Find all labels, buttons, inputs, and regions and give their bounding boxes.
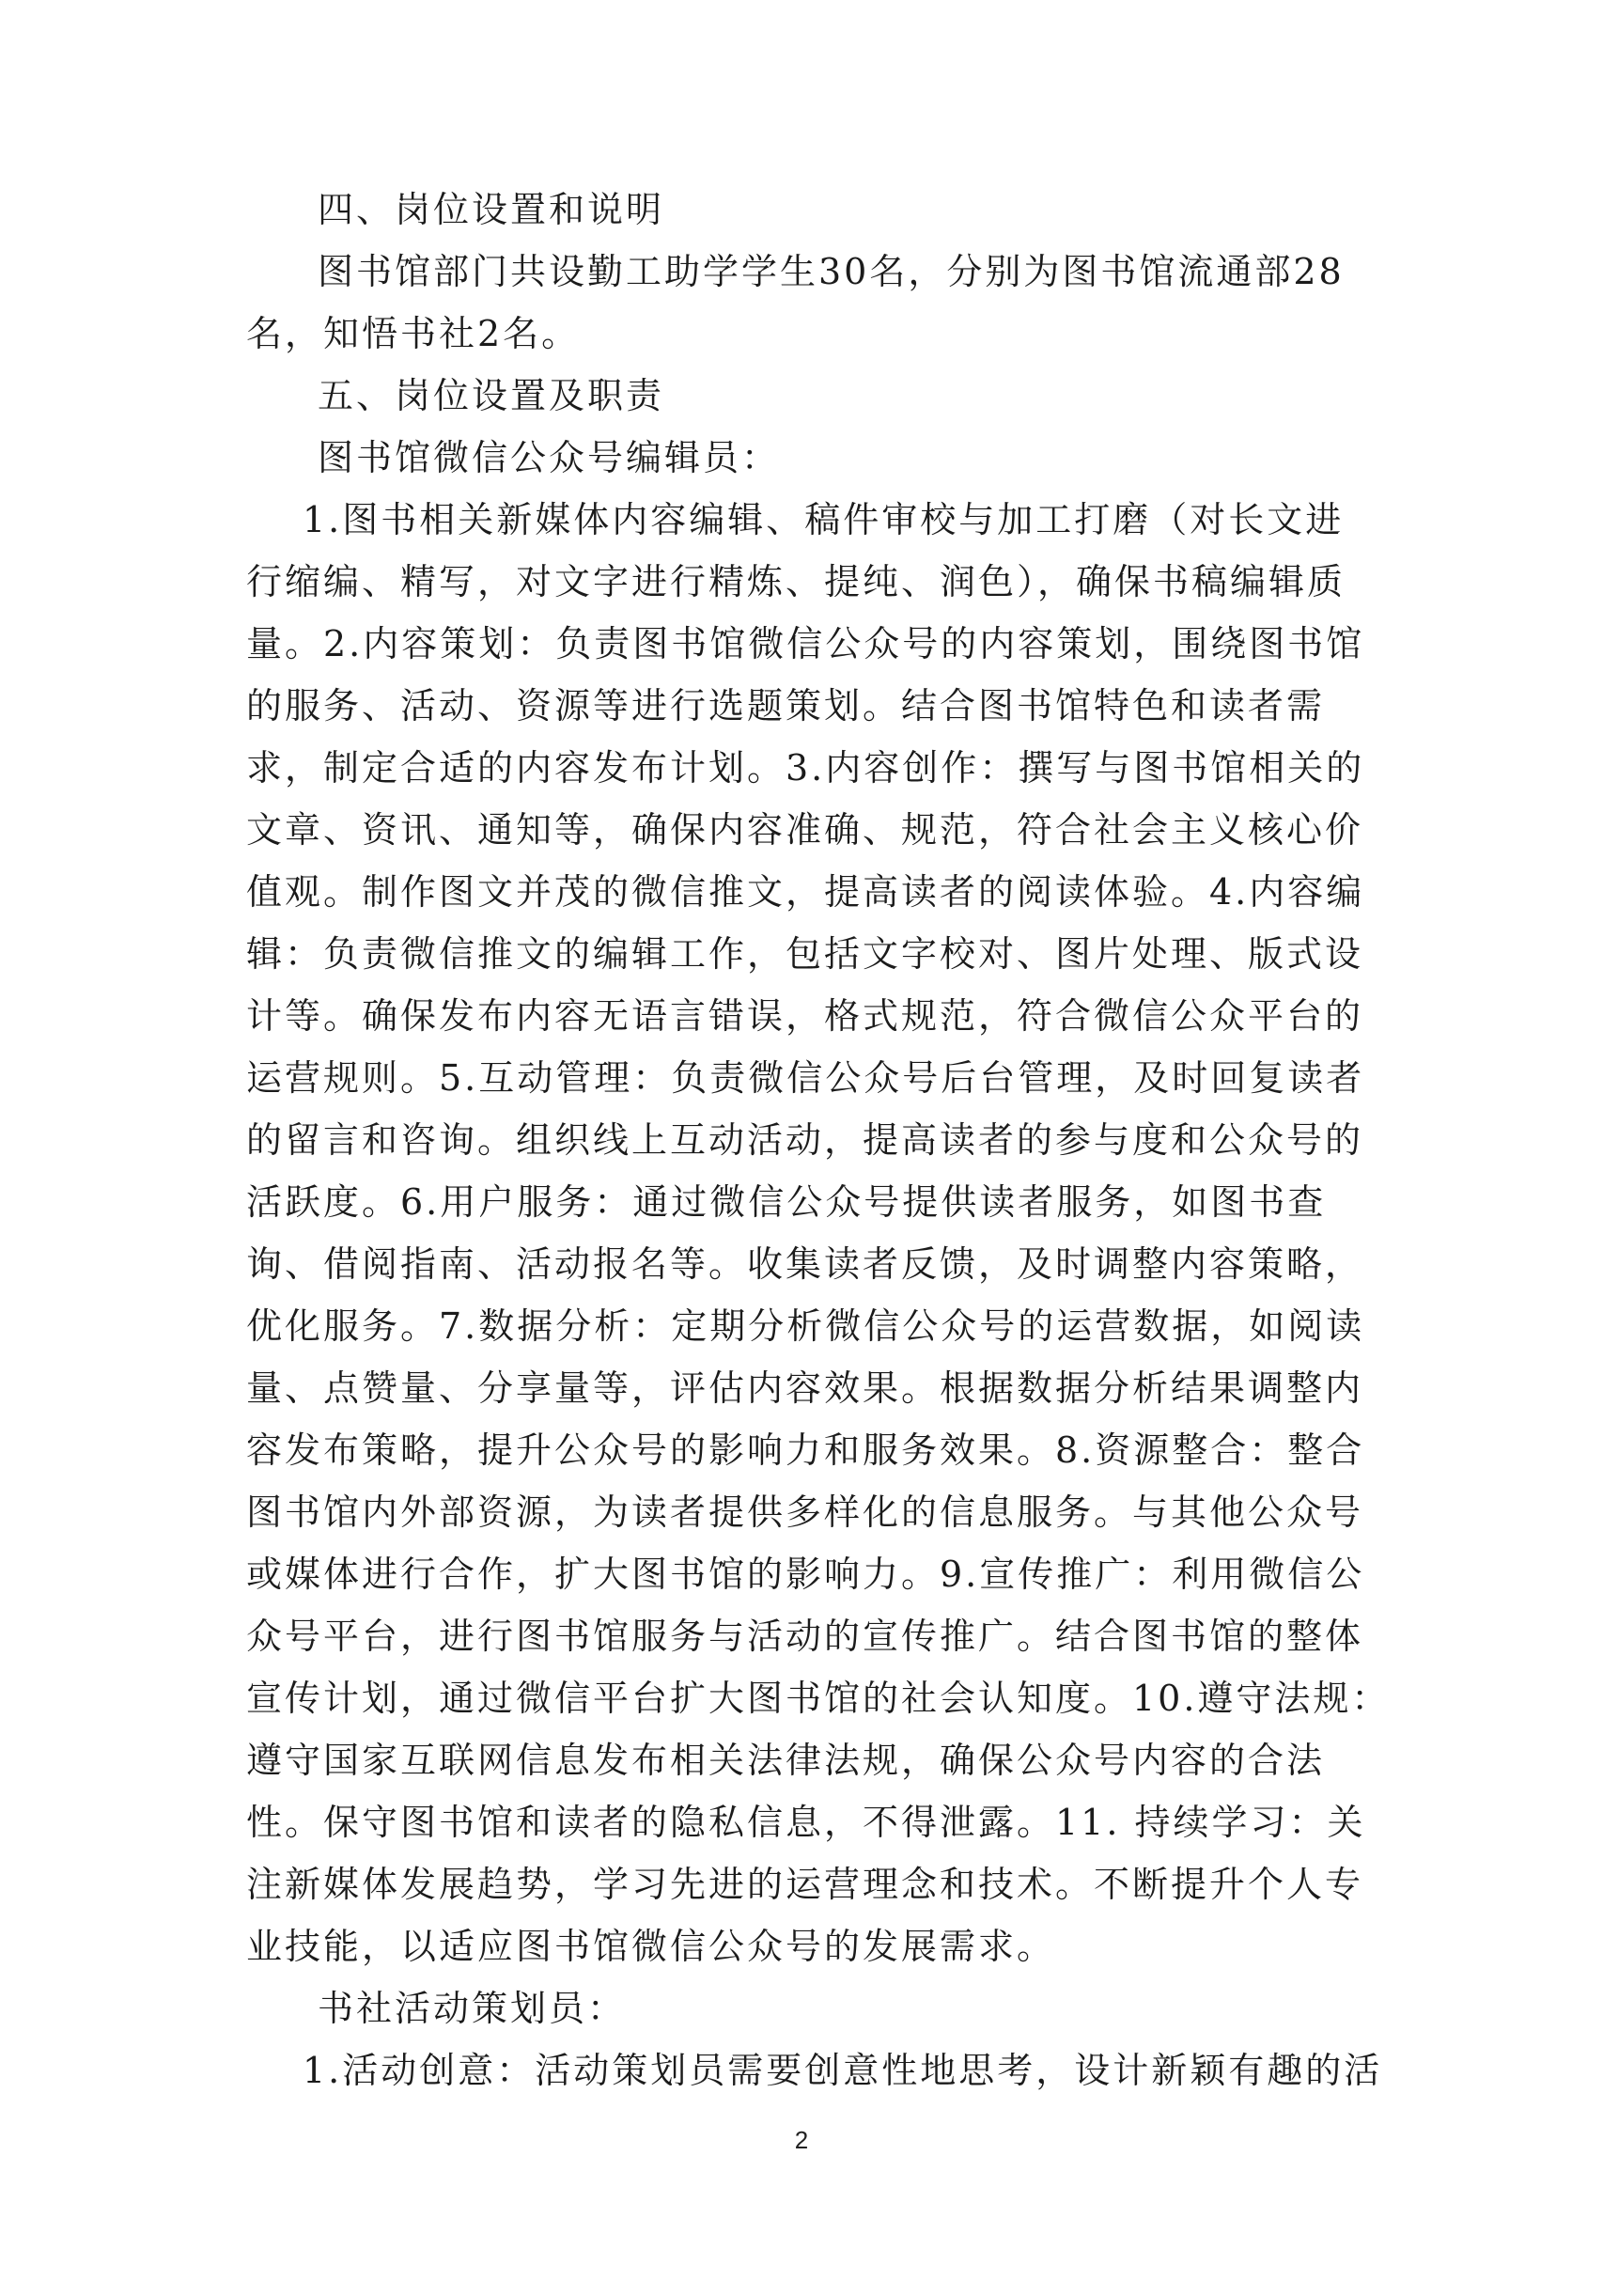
paragraph-line: 优化服务。7.数据分析：定期分析微信公众号的运营数据，如阅读 (246, 1305, 1365, 1347)
paragraph-line: 值观。制作图文并茂的微信推文，提高读者的阅读体验。4.内容编 (246, 871, 1365, 913)
paragraph-line: 行缩编、精写，对文字进行精炼、提纯、润色），确保书稿编辑质 (246, 561, 1346, 602)
paragraph-line: 或媒体进行合作，扩大图书馆的影响力。9.宣传推广：利用微信公 (246, 1554, 1365, 1595)
section-heading-5: 五、岗位设置及职责 (318, 375, 665, 416)
paragraph-line: 1.图书相关新媒体内容编辑、稿件审校与加工打磨（对长文进 (303, 499, 1345, 540)
paragraph-line: 图书馆内外部资源，为读者提供多样化的信息服务。与其他公众号 (246, 1492, 1364, 1533)
paragraph-line: 业技能，以适应图书馆微信公众号的发展需求。 (246, 1926, 1056, 1967)
subheading-wechat-editor: 图书馆微信公众号编辑员： (318, 437, 781, 478)
paragraph-line: 求，制定合适的内容发布计划。3.内容创作：撰写与图书馆相关的 (246, 747, 1365, 789)
paragraph-line: 量、点赞量、分享量等，评估内容效果。根据数据分析结果调整内 (246, 1367, 1364, 1409)
paragraph-line: 名，知悟书社2名。 (246, 313, 581, 354)
paragraph-line: 辑：负责微信推文的编辑工作，包括文字校对、图片处理、版式设 (246, 933, 1364, 975)
paragraph-line: 遵守国家互联网信息发布相关法律法规，确保公众号内容的合法 (246, 1740, 1326, 1781)
paragraph-line: 宣传计划，通过微信平台扩大图书馆的社会认知度。10.遵守法规： (246, 1678, 1391, 1719)
paragraph-line: 文章、资讯、通知等，确保内容准确、规范，符合社会主义核心价 (246, 809, 1364, 851)
paragraph-line: 的服务、活动、资源等进行选题策划。结合图书馆特色和读者需 (246, 685, 1326, 726)
paragraph-line: 的留言和咨询。组织线上互动活动，提高读者的参与度和公众号的 (246, 1119, 1364, 1161)
subheading-club-planner: 书社活动策划员： (318, 1988, 627, 2029)
page-number: 2 (794, 2126, 809, 2154)
section-heading-4: 四、岗位设置和说明 (318, 189, 665, 230)
paragraph-line: 询、借阅指南、活动报名等。收集读者反馈，及时调整内容策略， (246, 1243, 1364, 1285)
paragraph-line: 性。保守图书馆和读者的隐私信息，不得泄露。11. 持续学习：关 (246, 1802, 1366, 1843)
paragraph-line: 1.活动创意：活动策划员需要创意性地思考，设计新颖有趣的活 (303, 2050, 1383, 2091)
paragraph-line: 计等。确保发布内容无语言错误，格式规范，符合微信公众平台的 (246, 995, 1364, 1037)
paragraph-line: 众号平台，进行图书馆服务与活动的宣传推广。结合图书馆的整体 (246, 1616, 1364, 1657)
paragraph-line: 运营规则。5.互动管理：负责微信公众号后台管理，及时回复读者 (246, 1057, 1365, 1099)
paragraph-line: 量。2.内容策划：负责图书馆微信公众号的内容策划，围绕图书馆 (246, 623, 1365, 664)
paragraph-line: 活跃度。6.用户服务：通过微信公众号提供读者服务，如图书查 (246, 1181, 1327, 1223)
paragraph-line: 注新媒体发展趋势，学习先进的运营理念和技术。不断提升个人专 (246, 1864, 1364, 1905)
paragraph-line: 容发布策略，提升公众号的影响力和服务效果。8.资源整合：整合 (246, 1429, 1365, 1471)
paragraph-line: 图书馆部门共设勤工助学学生30名，分别为图书馆流通部28 (318, 251, 1345, 292)
